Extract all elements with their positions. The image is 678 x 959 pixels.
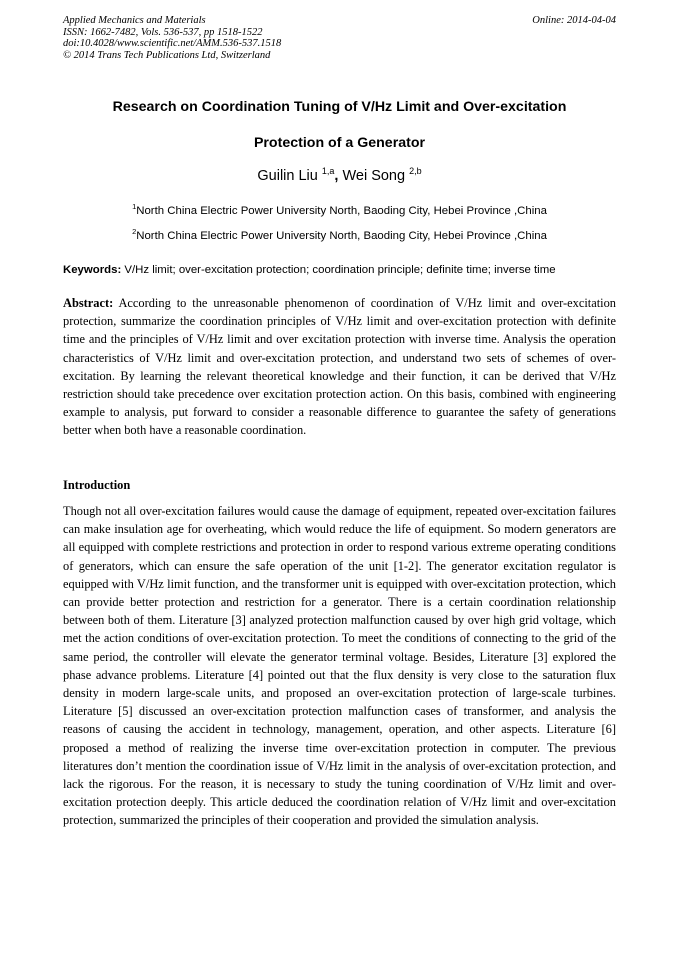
author-2-affiliation-mark: 2,b bbox=[409, 166, 422, 176]
author-1-name: Guilin Liu bbox=[257, 167, 318, 184]
copyright-line: © 2014 Trans Tech Publications Ltd, Switzerland bbox=[63, 49, 271, 61]
abstract-text: According to the unreasonable phenomenon of coordination of V/Hz limit and over-excitation protection, summarize the coordination principles of V/Hz limit and over-excitation protection with definite time and the principles of V/Hz limit and over excitation protection with inverse time. Analysis the operation characteristics of V/Hz limit and over-excitation protection, and understand two sets of schemes of over-excitation. By learning the relevant theoretical knowledge and their function, it can be derived that V/Hz restriction should take precedence over excitation protection action. On this basis, combined with engineering example to analysis, put forward to consider a reasonable difference to guarantee the safety of generations better when both have a reasonable coordination. bbox=[63, 296, 616, 438]
title-line-1: Research on Coordination Tuning of V/Hz Limit and Over-excitation bbox=[112, 99, 567, 115]
keywords bbox=[63, 264, 623, 276]
affiliation-2 bbox=[63, 227, 616, 242]
author-1-affiliation-mark: 1,a bbox=[321, 166, 335, 176]
journal-header bbox=[63, 15, 616, 61]
author-separator: , bbox=[334, 167, 343, 184]
title-line-2: Protection of a Generator bbox=[253, 135, 426, 151]
online-date: Online: 2014-04-04 bbox=[532, 15, 616, 26]
affiliation-2-mark: 2 bbox=[132, 227, 137, 236]
abstract-label: Abstract: bbox=[63, 296, 114, 310]
keywords-label: Keywords: bbox=[63, 264, 122, 276]
abstract bbox=[63, 294, 616, 440]
issn-line: ISSN: 1662-7482, Vols. 536-537, pp 1518-1522 bbox=[63, 26, 263, 38]
doi-line: doi:10.4028/www.scientific.net/AMM.536-537.1518 bbox=[63, 38, 282, 49]
author-list bbox=[63, 166, 616, 184]
affiliation-1 bbox=[63, 202, 616, 217]
journal-name: Applied Mechanics and Materials bbox=[63, 15, 206, 26]
author-2-name: Wei Song bbox=[342, 167, 406, 184]
affiliation-1-text: North China Electric Power University North, Baoding City, Hebei Province ,China bbox=[136, 204, 547, 217]
section-heading-introduction: Introduction bbox=[63, 478, 131, 492]
affiliation-2-text: North China Electric Power University North, Baoding City, Hebei Province ,China bbox=[136, 229, 547, 242]
paper-title bbox=[63, 89, 616, 161]
affiliation-1-mark: 1 bbox=[132, 202, 137, 211]
introduction-paragraph: Though not all over-excitation failures would cause the damage of equipment, repeated over-excitation failures can make insulation age for overheating, which would reduce the life of equipment. So modern generators are all equipped with complete restrictions and protection in order to respond various extreme operating conditions of generators, which can ensure the safe operation of the unit [1-2]. The generator excitation regulator is equipped with V/Hz limit function, and the transformer unit is equipped with over-excitation protection, which can provide better protection and restriction for a generator. There is a certain coordination relationship between both of them. Literature [3] analyzed protection malfunction caused by over high grid voltage, which met the action conditions of over-excitation protection. To meet the conditions of connecting to the grid of the same period, the controller will elevate the generator terminal voltage. Besides, Literature [3] explored the phase advance problems. Literature [4] pointed out that the flux density is very close to the saturation flux density in modern large-scale units, and proposed an over-excitation protection of large-scale turbines. Literature [5] discussed an over-excitation protection malfunction cases of transformer, and analysis the reasons of causing the accident in technology, management, operation, and other aspects. Literature [6] proposed a method of realizing the inverse time over-excitation protection in computer. The previous literatures don’t mention the coordination issue of V/Hz limit in the analysis of over-excitation protection, and lack the rigorous. For the reason, it is necessary to study the tuning coordination of V/Hz limit and over-excitation protection deeply. This article deduced the coordination relation of V/Hz limit and over-excitation protection, summarized the principles of their cooperation and provided the simulation analysis. bbox=[63, 504, 616, 828]
keywords-text: V/Hz limit; over-excitation protection; coordination principle; definite time; inverse time bbox=[121, 264, 556, 276]
